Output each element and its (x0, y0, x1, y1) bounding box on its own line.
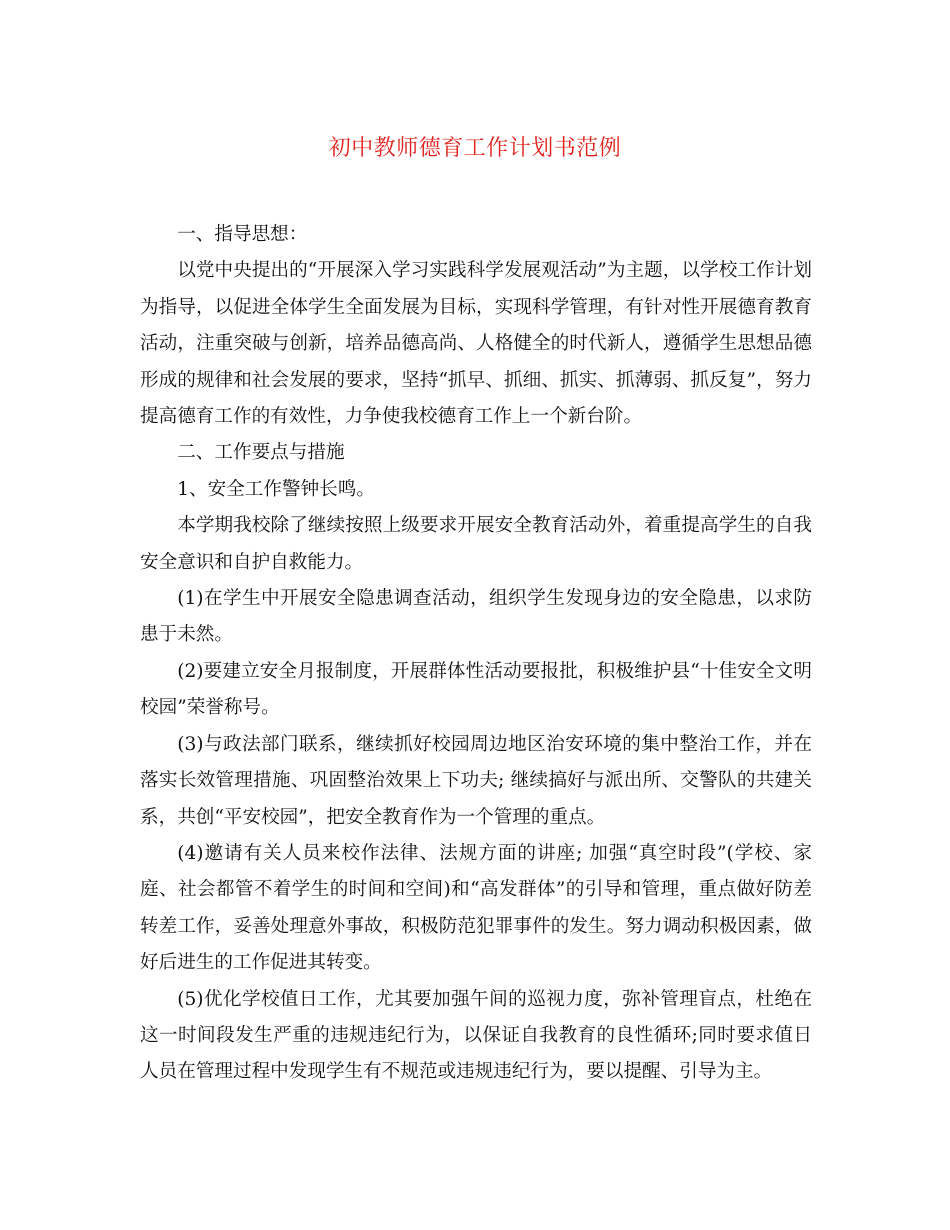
paragraph-guiding-ideology: 以党中央提出的“开展深入学习实践科学发展观活动”为主题，以学校工作计划为指导，以促进全体学生全面发展为目标，实现科学管理，有针对性开展德育教育活动，注重突破与创新，培养品德高尚、人格健全的时代新人，遵循学生思想品德形成的规律和社会发展的要求，坚持“抓早、抓细、抓实、抓薄弱、抓反复”，努力提高德育工作的有效性，力争使我校德育工作上一个新台阶。 (140, 260, 812, 428)
document-title: 初中教师德育工作计划书范例 (328, 136, 622, 161)
document-body (140, 217, 812, 1091)
paragraph-item-5: (5)优化学校值日工作，尤其要加强午间的巡视力度，弥补管理盲点，杜绝在这一时间段发生严重的违规违纪行为，以保证自我教育的良性循环;同时要求值日人员在管理过程中发现学生有不规范或违规违纪行为，要以提醒、引导为主。 (140, 988, 812, 1083)
paragraph-item-3: (3)与政法部门联系，继续抓好校园周边地区治安环境的集中整治工作，并在落实长效管理措施、巩固整治效果上下功夫; 继续搞好与派出所、交警队的共建关系，共创“平安校园”，把安全教育作为一个管理的重点。 (140, 733, 812, 828)
paragraph-safety-intro: 本学期我校除了继续按照上级要求开展安全教育活动外，着重提高学生的自我安全意识和自护自救能力。 (140, 515, 812, 573)
paragraph-item-2: (2)要建立安全月报制度，开展群体性活动要报批，积极维护县“十佳安全文明校园”荣誉称号。 (140, 660, 812, 719)
subheading-safety-work: 1、安全工作警钟长鸣。 (177, 478, 375, 500)
paragraph-item-4: (4)邀请有关人员来校作法律、法规方面的讲座; 加强“真空时段”(学校、家庭、社会都管不着学生的时间和空间)和“高发群体”的引导和管理，重点做好防差转差工作，妥善处理意外事故，积极防范犯罪事件的发生。努力调动积极因素，做好后进生的工作促进其转变。 (140, 842, 812, 974)
section-heading-guiding-ideology: 一、指导思想： (177, 224, 308, 245)
section-heading-key-points: 二、工作要点与措施 (177, 442, 345, 464)
paragraph-item-1: (1)在学生中开展安全隐患调查活动，组织学生发现身边的安全隐患，以求防患于未然。 (140, 588, 812, 646)
